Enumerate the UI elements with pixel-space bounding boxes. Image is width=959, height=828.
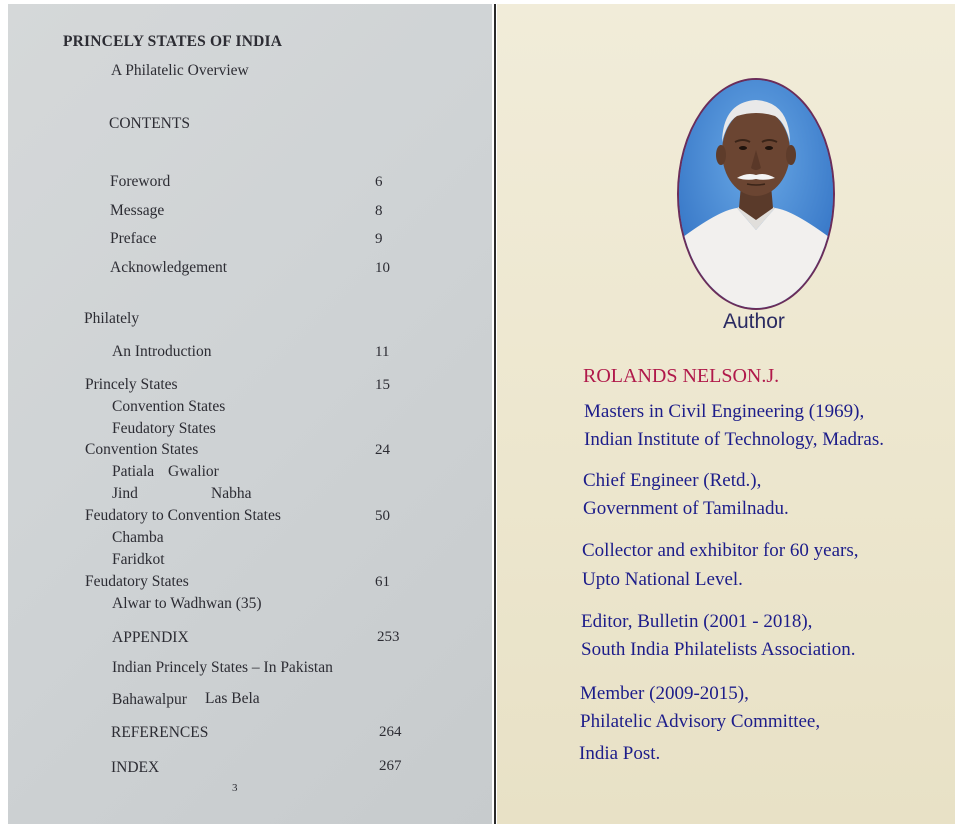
author-caption: Author xyxy=(723,310,785,333)
toc-subentry: Bahawalpur xyxy=(112,691,187,708)
toc-page-feudatory-states: 61 xyxy=(375,574,390,590)
contents-heading: CONTENTS xyxy=(109,115,190,132)
toc-subentry: Jind xyxy=(112,485,138,502)
author-credential-line: Philatelic Advisory Committee, xyxy=(580,711,821,732)
contents-page xyxy=(8,4,492,824)
toc-page-foreword: 6 xyxy=(375,174,383,190)
toc-entry-message: Message xyxy=(110,202,165,219)
toc-subentry: Alwar to Wadhwan (35) xyxy=(112,595,262,612)
author-portrait xyxy=(677,78,835,310)
author-credential-line: Member (2009-2015), xyxy=(580,683,749,704)
author-credential-line: Government of Tamilnadu. xyxy=(583,498,789,519)
toc-entry-index: INDEX xyxy=(111,759,160,776)
toc-page-appendix: 253 xyxy=(377,629,400,645)
toc-entry-foreword: Foreword xyxy=(110,173,171,190)
author-credential-line: Collector and exhibitor for 60 years, xyxy=(582,540,859,561)
toc-entry-references: REFERENCES xyxy=(111,724,209,741)
toc-subentry: Las Bela xyxy=(205,690,260,707)
toc-subentry: Patiala xyxy=(112,463,155,480)
toc-entry-convention-states: Convention States xyxy=(85,441,199,458)
author-credential-line: South India Philatelists Association. xyxy=(581,639,856,660)
author-name: ROLANDS NELSON.J. xyxy=(583,365,780,387)
toc-entry-feudatory-to-convention: Feudatory to Convention States xyxy=(85,507,281,524)
toc-subentry: Feudatory States xyxy=(112,420,216,437)
toc-subentry: Convention States xyxy=(112,398,226,415)
toc-page-message: 8 xyxy=(375,203,383,219)
toc-page-convention-states: 24 xyxy=(375,442,390,458)
author-credential-line: Editor, Bulletin (2001 - 2018), xyxy=(581,611,813,632)
toc-entry-princely-states: Princely States xyxy=(85,376,178,393)
author-portrait-graphic xyxy=(679,80,833,308)
author-credential-line: Chief Engineer (Retd.), xyxy=(583,470,762,491)
toc-page-acknowledgement: 10 xyxy=(375,260,390,276)
toc-page-preface: 9 xyxy=(375,231,383,247)
toc-entry-acknowledgement: Acknowledgement xyxy=(110,259,228,276)
toc-entry-introduction: An Introduction xyxy=(112,343,212,360)
toc-subentry: Gwalior xyxy=(168,463,219,480)
toc-subentry: Nabha xyxy=(211,485,252,502)
author-credential-line: Masters in Civil Engineering (1969), xyxy=(584,401,865,422)
toc-page-feudatory-to-convention: 50 xyxy=(375,508,390,524)
book-subtitle: A Philatelic Overview xyxy=(111,62,249,79)
toc-subentry: Faridkot xyxy=(112,551,165,568)
toc-heading-philately: Philately xyxy=(84,310,140,327)
author-page xyxy=(497,4,955,824)
author-credential-line: India Post. xyxy=(579,743,661,764)
toc-entry-appendix: APPENDIX xyxy=(112,629,189,646)
author-credential-line: Upto National Level. xyxy=(582,569,743,590)
toc-page-princely-states: 15 xyxy=(375,377,390,393)
toc-page-references: 264 xyxy=(379,724,402,740)
book-title: PRINCELY STATES OF INDIA xyxy=(63,33,283,50)
author-credential-line: Indian Institute of Technology, Madras. xyxy=(584,429,884,450)
toc-page-index: 267 xyxy=(379,758,402,774)
toc-subentry: Indian Princely States – In Pakistan xyxy=(112,659,333,676)
toc-entry-feudatory-states: Feudatory States xyxy=(85,573,189,590)
page-divider xyxy=(494,4,496,824)
toc-subentry: Chamba xyxy=(112,529,164,546)
toc-page-introduction: 11 xyxy=(375,344,390,360)
toc-entry-preface: Preface xyxy=(110,230,157,247)
page-number: 3 xyxy=(232,782,238,794)
